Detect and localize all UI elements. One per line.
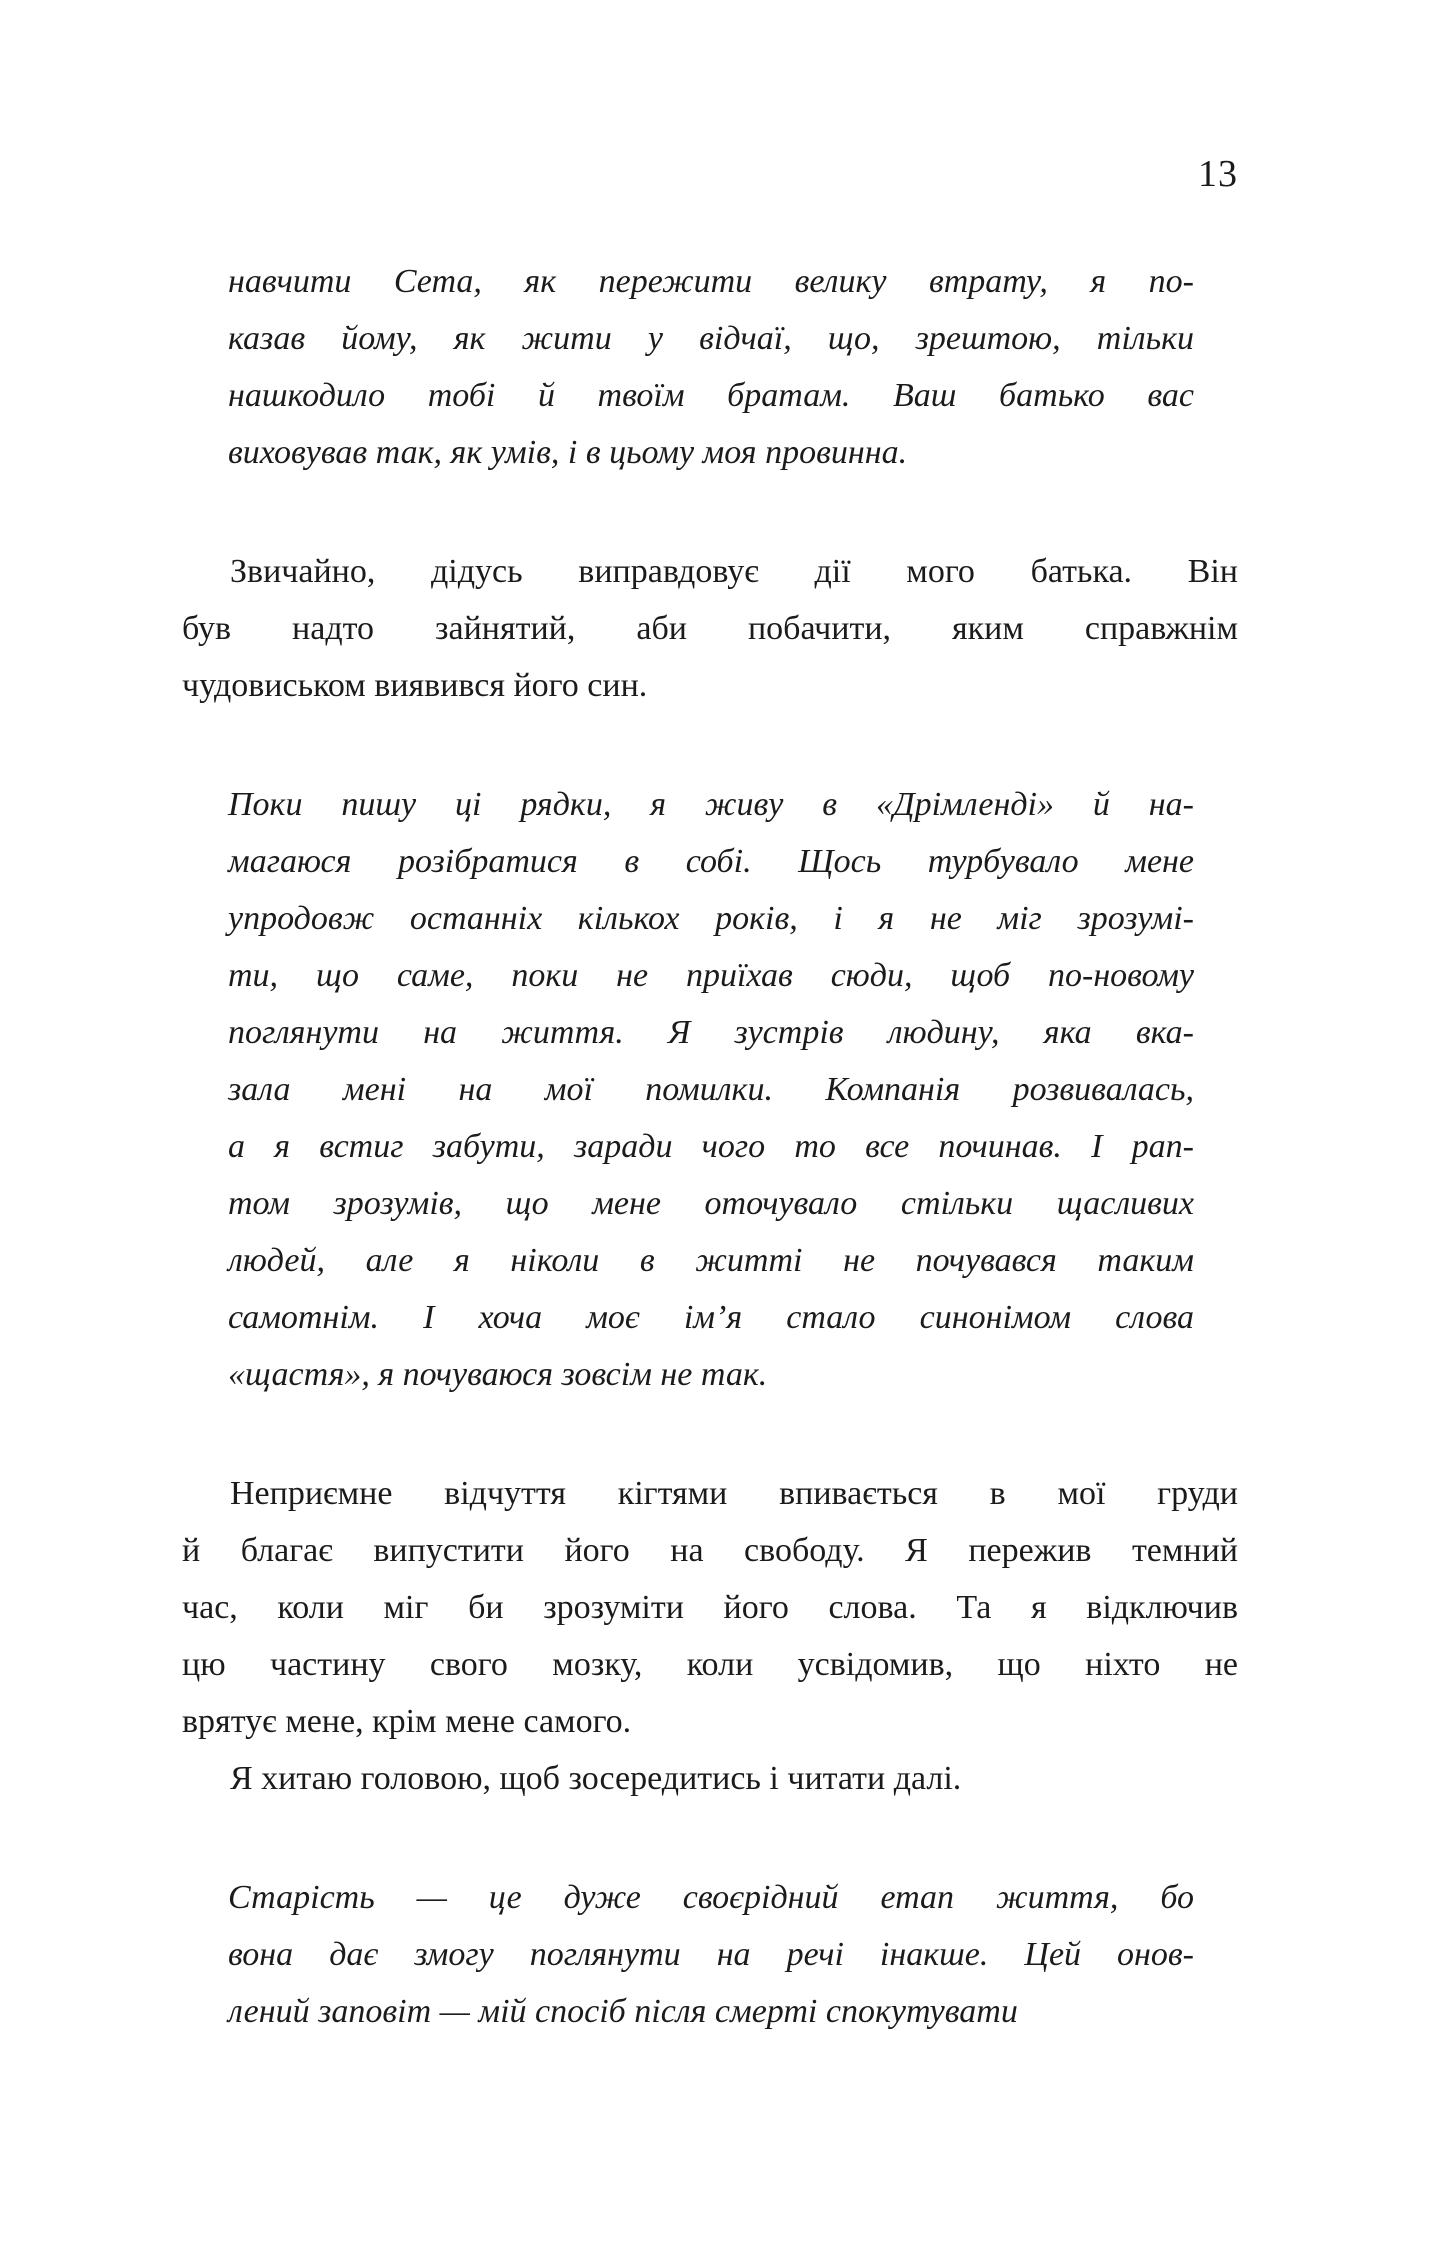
text-line: чудовиськом виявився його син. <box>182 667 648 704</box>
text-line: зала мені на мої помилки. Компанія розвивалась, <box>228 1071 1194 1108</box>
text-line: виховував так, як умів, і в цьому моя провинна. <box>228 434 908 471</box>
body-paragraph <box>182 543 1238 714</box>
text-line: Старість — це дуже своєрідний етап життя, бо <box>228 1879 1194 1916</box>
quoted-paragraph <box>228 253 1194 481</box>
text-line: а я встиг забути, заради чого то все починав. І рап- <box>228 1128 1194 1165</box>
text-line: цю частину свого мозку, коли усвідомив, що ніхто не <box>182 1646 1238 1683</box>
text-line: нашкодило тобі й твоїм братам. Ваш батько вас <box>228 377 1194 414</box>
quoted-paragraph <box>228 1869 1194 2040</box>
page-content <box>182 253 1238 2040</box>
text-line: «щастя», я почуваюся зовсім не так. <box>228 1356 768 1393</box>
text-line: упродовж останніх кількох років, і я не міг зрозумі- <box>228 900 1194 937</box>
text-line: Неприємне відчуття кігтями впивається в мої груди <box>230 1475 1238 1512</box>
quoted-paragraph <box>228 776 1194 1403</box>
body-paragraph <box>182 1750 1238 1807</box>
text-line: час, коли міг би зрозуміти його слова. Та я відключив <box>182 1589 1238 1626</box>
text-line: лений заповіт — мій спосіб після смерті спокутувати <box>228 1993 1018 2030</box>
text-line: том зрозумів, що мене оточувало стільки щасливих <box>228 1185 1194 1222</box>
text-line: врятує мене, крім мене самого. <box>182 1703 632 1740</box>
text-line: й благає випустити його на свободу. Я пережив темний <box>182 1532 1238 1569</box>
text-line: самотнім. І хоча моє ім’я стало синонімом слова <box>228 1299 1194 1336</box>
text-line: Звичайно, дідусь виправдовує дії мого батька. Він <box>230 553 1238 590</box>
text-line: казав йому, як жити у відчаї, що, зрештою, тільки <box>228 320 1194 357</box>
body-paragraph <box>182 1465 1238 1750</box>
text-line: Поки пишу ці рядки, я живу в «Дрімленді» й на- <box>228 786 1194 823</box>
text-line: магаюся розібратися в собі. Щось турбувало мене <box>228 843 1194 880</box>
text-line: людей, але я ніколи в житті не почувався таким <box>228 1242 1194 1279</box>
text-line: ти, що саме, поки не приїхав сюди, щоб по-новому <box>228 957 1194 994</box>
text-line: вона дає змогу поглянути на речі інакше. Цей онов- <box>228 1936 1194 1973</box>
text-line: навчити Сета, як пережити велику втрату, я по- <box>228 263 1194 300</box>
page-number: 13 <box>1198 153 1238 195</box>
text-line: поглянути на життя. Я зустрів людину, яка вка- <box>228 1014 1194 1051</box>
text-line: Я хитаю головою, щоб зосередитись і читати далі. <box>230 1760 962 1797</box>
text-line: був надто зайнятий, аби побачити, яким справжнім <box>182 610 1238 647</box>
